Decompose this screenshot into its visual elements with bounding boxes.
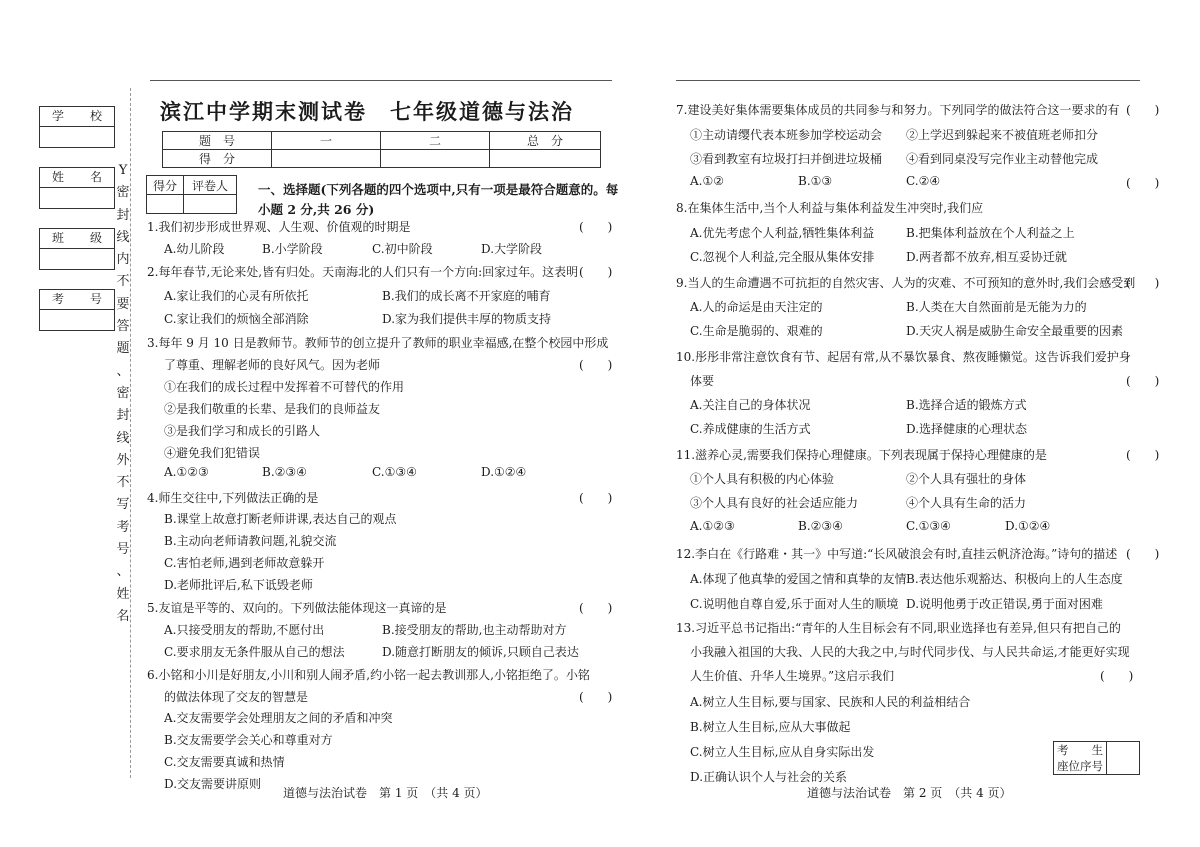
seal-notice-char: 姓: [116, 586, 130, 602]
school-box: [39, 106, 115, 148]
grader-table: [146, 175, 237, 214]
page2-line-40: 小我融入祖国的大我、人民的大我之中,与时代同步伐、与人民共命运,才能更好实现: [690, 645, 1130, 659]
name-box: [39, 167, 115, 209]
page2-line-7: B.①③: [798, 174, 833, 188]
school-label-2: 校: [89, 109, 102, 123]
page2-line-37: C.说明他自尊自爱,乐于面对人生的顺境: [690, 597, 899, 611]
page2-line-6: A.①②: [690, 174, 724, 188]
score-header-2: 二: [381, 132, 490, 150]
page1-line-1: 1.我们初步形成世界观、人生观、价值观的时期是: [147, 220, 411, 234]
page1-line-2: A.幼儿阶段: [164, 242, 225, 256]
page2-line-2: ①主动请缨代表本班参加学校运动会: [690, 128, 883, 142]
seal-line: [130, 88, 132, 778]
page2-line-5: ④看到同桌没写完作业主动替他完成: [906, 152, 1099, 166]
school-label-1: 学: [52, 109, 65, 123]
seal-notice-char: 外: [116, 452, 130, 468]
page1-line-28: B.接受朋友的帮助,也主动帮助对方: [382, 623, 567, 637]
class-label-1: 班: [52, 231, 65, 245]
seat-label-line1: 考 生: [1057, 743, 1103, 757]
page1-line-9: C.家让我们的烦恼全部消除: [164, 312, 309, 326]
page1-line-33: A.交友需要学会处理朋友之间的矛盾和冲突: [164, 711, 393, 725]
page1-line-12: 了尊重、理解老师的良好风气。因为老师: [164, 358, 381, 372]
score-row-label: 得 分: [163, 150, 272, 168]
page2-footer: 道德与法治试卷 第 2 页 （共 4 页）: [807, 786, 1012, 800]
page2-line-38: D.说明他勇于改正错误,勇于面对困难: [906, 597, 1103, 611]
page2-line-23: C.养成健康的生活方式: [690, 422, 811, 436]
page1-answer-bracket: ( ): [579, 265, 613, 279]
page2-line-45: D.正确认识个人与社会的关系: [690, 770, 848, 784]
page1-line-19: C.①③④: [372, 465, 417, 479]
score-table: [162, 131, 601, 168]
grader-score-cell: [147, 195, 184, 214]
name-label-1: 姓: [52, 170, 65, 184]
page2-answer-bracket: ( ): [1126, 176, 1160, 190]
seal-notice-char: 、: [116, 564, 130, 580]
page2-line-31: B.②③④: [798, 519, 843, 533]
seal-notice-char: 内: [116, 252, 130, 268]
seat-label-line2: 座位序号: [1057, 759, 1103, 773]
page1-answer-bracket: ( ): [579, 491, 613, 505]
page1-line-6: 2.每年春节,无论来处,皆有归处。天南海北的人们只有一个方向:回家过年。这表明: [147, 265, 579, 279]
seal-notice-char: 封: [116, 207, 130, 223]
grader-name-header: 评卷人: [184, 176, 237, 195]
exam-no-field: [40, 310, 114, 330]
score-cell-2: [381, 150, 490, 168]
grader-name-cell: [184, 195, 237, 214]
page2-line-4: ③看到教室有垃圾打扫并倒进垃圾桶: [690, 152, 883, 166]
page1-line-31: 6.小铭和小川是好朋友,小川和别人闹矛盾,约小铭一起去教训那人,小铭拒绝了。小铭: [147, 668, 590, 682]
page2-answer-bracket: ( ): [1126, 448, 1160, 462]
page2-line-30: A.①②③: [690, 519, 735, 533]
grader-score-header: 得分: [147, 176, 184, 195]
page2-line-21: A.关注自己的身体状况: [690, 398, 811, 412]
page2-line-12: C.忽视个人利益,完全服从集体安排: [690, 250, 875, 264]
page1-line-18: B.②③④: [262, 465, 307, 479]
page2-line-44: C.树立人生目标,应从自身实际出发: [690, 745, 875, 759]
seal-notice-char: 、: [116, 363, 130, 379]
page1-line-4: C.初中阶段: [372, 242, 433, 256]
score-cell-1: [272, 150, 381, 168]
seal-line-notice: [116, 160, 130, 628]
page1-line-15: ③是我们学习和成长的引路人: [164, 424, 321, 438]
exam-no-label-2: 号: [89, 292, 102, 306]
page1-line-26: 5.友谊是平等的、双向的。下列做法能体现这一真谛的是: [147, 601, 447, 615]
school-field: [40, 127, 114, 147]
page1-line-34: B.交友需要学会关心和尊重对方: [164, 733, 333, 747]
seal-notice-char: Y: [118, 163, 128, 178]
page1-answer-bracket: ( ): [579, 220, 613, 234]
page1-line-10: D.家为我们提供丰厚的物质支持: [382, 312, 552, 326]
page2-line-27: ②个人具有强壮的身体: [906, 472, 1027, 486]
page1-line-29: C.要求朋友无条件服从自己的想法: [164, 645, 345, 659]
page2-line-3: ②上学迟到躲起来不被值班老师扣分: [906, 128, 1099, 142]
page2-line-24: D.选择健康的心理状态: [906, 422, 1028, 436]
seal-notice-char: 号: [116, 542, 130, 558]
page1-line-36: D.交友需要讲原则: [164, 777, 262, 791]
exam-no-label-1: 考: [52, 292, 65, 306]
page2-line-13: D.两者都不放弃,相互妥协迁就: [906, 250, 1067, 264]
seal-notice-char: 要: [116, 296, 130, 312]
top-rule-left: [150, 80, 612, 81]
page1-line-16: ④避免我们犯错误: [164, 446, 261, 460]
page1-line-13: ①在我们的成长过程中发挥着不可替代的作用: [164, 380, 405, 394]
page1-line-35: C.交友需要真诚和热情: [164, 755, 285, 769]
score-header-total: 总 分: [490, 132, 601, 150]
seal-notice-char: 写: [116, 497, 130, 513]
top-rule-right: [676, 80, 1140, 81]
page1-line-7: A.家让我们的心灵有所依托: [164, 289, 309, 303]
seal-notice-char: 考: [116, 519, 130, 535]
page2-line-20: 体要: [690, 374, 715, 388]
seat-number-box: [1053, 741, 1140, 775]
score-header-qno: 题 号: [163, 132, 272, 150]
page1-line-17: A.①②③: [164, 465, 209, 479]
seal-notice-char: 线: [116, 229, 130, 245]
page1-line-3: B.小学阶段: [262, 242, 323, 256]
seal-notice-char: 密: [116, 185, 130, 201]
seal-notice-char: 线: [116, 430, 130, 446]
page1-line-25: D.老师批评后,私下诋毁老师: [164, 578, 313, 592]
page2-answer-bracket: ( ): [1126, 547, 1160, 561]
exam-no-box: [39, 289, 115, 331]
page2-line-22: B.选择合适的锻炼方式: [906, 398, 1027, 412]
page2-line-34: 12.李白在《行路难・其一》中写道:“长风破浪会有时,直挂云帆济沧海。”诗句的描述: [676, 547, 1118, 561]
page1-answer-bracket: ( ): [579, 690, 613, 704]
section-heading-2: 小题 2 分,共 26 分): [258, 202, 375, 217]
page2-line-42: A.树立人生目标,要与国家、民族和人民的利益相结合: [690, 695, 971, 709]
seal-notice-char: 题: [116, 341, 130, 357]
page2-answer-bracket: ( ): [1100, 669, 1134, 683]
page2-line-9: 8.在集体生活中,当个人利益与集体利益发生冲突时,我们应: [676, 201, 984, 215]
page1-line-24: C.害怕老师,遇到老师故意躲开: [164, 556, 325, 570]
page2-line-19: 10.彤彤非常注意饮食有节、起居有常,从不暴饮暴食、熬夜睡懒觉。这告诉我们爱护身: [676, 350, 1131, 364]
page2-line-43: B.树立人生目标,应从大事做起: [690, 720, 851, 734]
class-label-2: 级: [89, 231, 102, 245]
page1-footer: 道德与法治试卷 第 1 页 （共 4 页）: [283, 786, 488, 800]
page1-answer-bracket: ( ): [579, 358, 613, 372]
page2-line-25: 11.滋养心灵,需要我们保持心理健康。下列表现属于保持心理健康的是: [676, 448, 1047, 462]
page1-answer-bracket: ( ): [579, 601, 613, 615]
seal-notice-char: 封: [116, 408, 130, 424]
page2-line-36: B.表达他乐观豁达、积极向上的人生态度: [906, 572, 1123, 586]
page2-answer-bracket: ( ): [1126, 374, 1160, 388]
page2-line-26: ①个人具有积极的内心体验: [690, 472, 835, 486]
page2-answer-bracket: ( ): [1126, 103, 1160, 117]
page2-answer-bracket: ( ): [1126, 276, 1160, 290]
page2-line-10: A.优先考虑个人利益,牺牲集体利益: [690, 226, 875, 240]
page2-line-18: D.天灾人祸是威胁生命安全最重要的因素: [906, 324, 1124, 338]
page2-line-16: B.人类在大自然面前是无能为力的: [906, 300, 1087, 314]
seal-notice-char: 密: [116, 385, 130, 401]
page2-line-15: A.人的命运是由天注定的: [690, 300, 823, 314]
seal-notice-char: 不: [116, 274, 130, 290]
page2-line-17: C.生命是脆弱的、艰难的: [690, 324, 823, 338]
page2-line-29: ④个人具有生命的活力: [906, 496, 1027, 510]
page1-line-8: B.我们的成长离不开家庭的哺育: [382, 289, 551, 303]
page2-line-11: B.把集体利益放在个人利益之上: [906, 226, 1075, 240]
page1-line-21: 4.师生交往中,下列做法正确的是: [147, 491, 319, 505]
page2-line-39: 13.习近平总书记指出:“青年的人生目标会有不同,职业选择也有差异,但只有把自己的: [676, 621, 1121, 635]
name-field: [40, 188, 114, 208]
page1-line-30: D.随意打断朋友的倾诉,只顾自己表达: [382, 645, 579, 659]
seat-label: [1054, 742, 1107, 775]
section-heading-1: 一、选择题(下列各题的四个选项中,只有一项是最符合题意的。每: [258, 182, 619, 197]
page-title: 滨江中学期末测试卷 七年级道德与法治: [160, 99, 574, 124]
page2-line-35: A.体现了他真挚的爱国之情和真挚的友情: [690, 572, 907, 586]
seat-number-field: [1107, 742, 1140, 775]
page1-line-32: 的做法体现了交友的智慧是: [164, 690, 309, 704]
page2-line-1: 7.建设美好集体需要集体成员的共同参与和努力。下列同学的做法符合这一要求的有: [676, 103, 1120, 117]
score-header-1: 一: [272, 132, 381, 150]
class-box: [39, 228, 115, 270]
name-label-2: 名: [89, 170, 102, 184]
page1-line-23: B.主动向老师请教问题,礼貌交流: [164, 534, 337, 548]
seal-notice-char: 不: [116, 475, 130, 491]
seal-notice-char: 名: [116, 608, 130, 624]
page1-line-5: D.大学阶段: [481, 242, 543, 256]
class-field: [40, 249, 114, 269]
page2-line-41: 人生价值、升华人生境界。”这启示我们: [690, 669, 895, 683]
score-cell-total: [490, 150, 601, 168]
page1-line-20: D.①②④: [481, 465, 527, 479]
seal-notice-char: 答: [116, 319, 130, 335]
page1-line-27: A.只接受朋友的帮助,不愿付出: [164, 623, 325, 637]
page1-line-11: 3.每年 9 月 10 日是教师节。教师节的创立提升了教师的职业幸福感,在整个校园中形成: [147, 336, 609, 350]
page1-line-14: ②是我们敬重的长辈、是我们的良师益友: [164, 402, 381, 416]
page2-line-28: ③个人具有良好的社会适应能力: [690, 496, 859, 510]
page2-line-14: 9.当人的生命遭遇不可抗拒的自然灾害、人为的灾难、不可预知的意外时,我们会感受到: [676, 276, 1136, 290]
page2-line-32: C.①③④: [906, 519, 951, 533]
page2-line-8: C.②④: [906, 174, 941, 188]
page1-line-22: B.课堂上故意打断老师讲课,表达自己的观点: [164, 512, 397, 526]
page2-line-33: D.①②④: [1005, 519, 1051, 533]
